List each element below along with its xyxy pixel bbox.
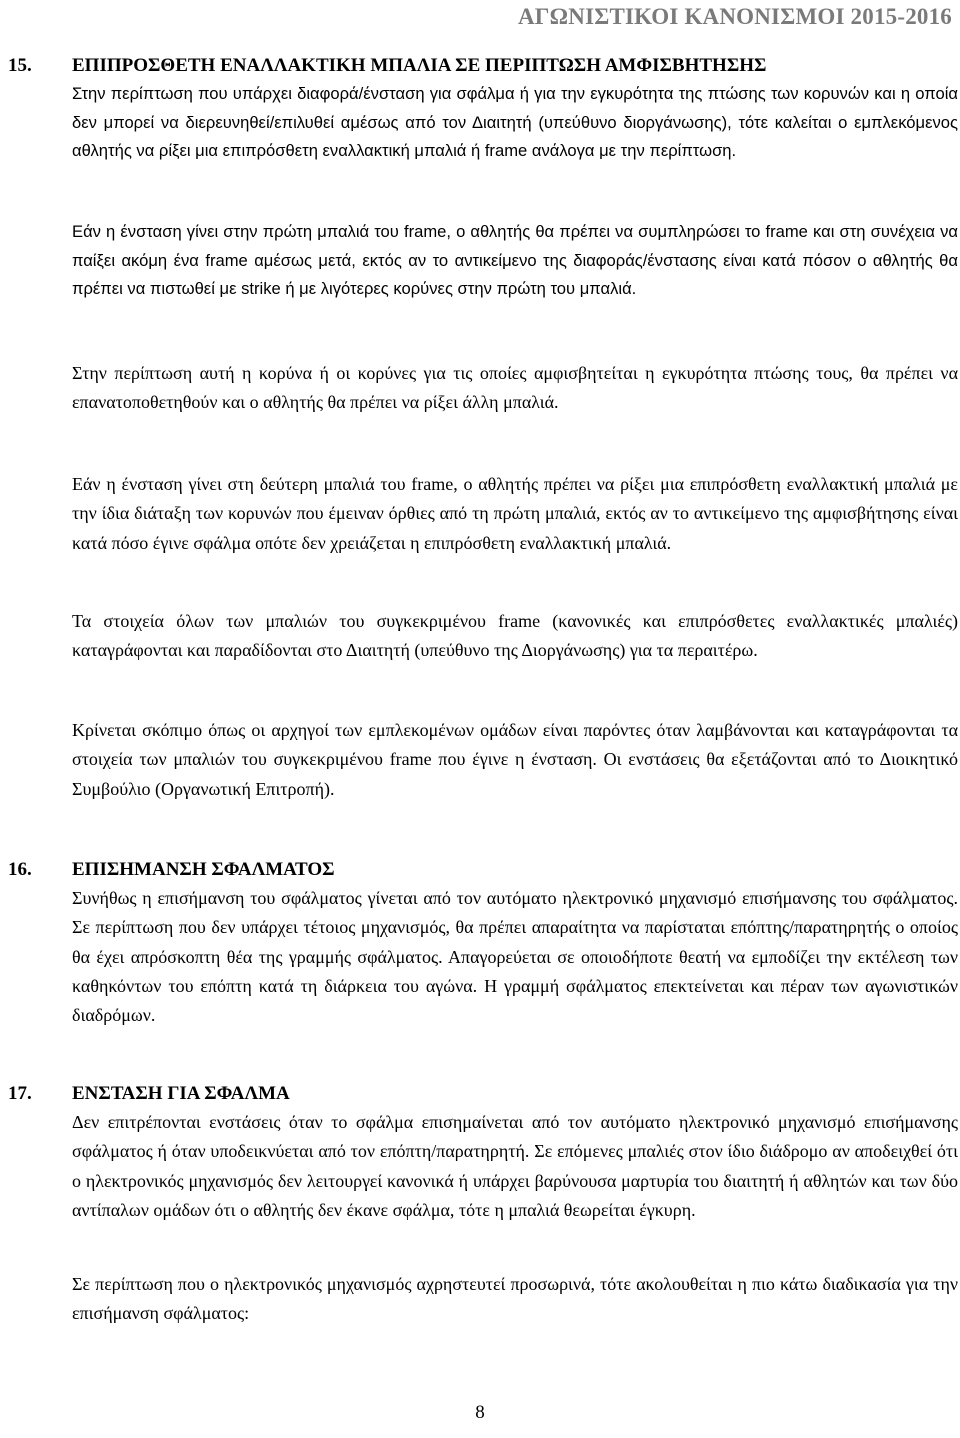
section-heading xyxy=(8,1079,958,1108)
section-15 xyxy=(8,51,958,166)
paragraph: Στην περίπτωση που υπάρχει διαφορά/ένσταση για σφάλμα ή για την εγκυρότητα της πτώσης των κορυνών και η οποία δεν μπορεί να διερευνηθεί/επιλυθεί αμέσως από τον Διαιτητή (υπεύθυνο διοργάνωσης), τότε καλείται ο εμπλεκόμενος αθλητής να ρίξει μια επιπρόσθετη εναλλακτική μπαλιά ή frame ανάλογα με την περίπτωση. xyxy=(72,84,958,160)
section-17 xyxy=(8,1079,958,1225)
running-header: ΑΓΩΝΙΣΤΙΚΟΙ ΚΑΝΟΝΙΣΜΟΙ 2015-2016 xyxy=(518,4,952,29)
section-number: 16. xyxy=(8,859,32,880)
section-15-paragraph-3 xyxy=(8,359,958,418)
section-15-paragraph-4 xyxy=(8,470,958,558)
section-title: ΕΝΣΤΑΣΗ ΓΙΑ ΣΦΑΛΜΑ xyxy=(72,1083,290,1104)
paragraph: Τα στοιχεία όλων των μπαλιών του συγκεκριμένου frame (κανονικές και επιπρόσθετες εναλλακτικές μπαλιές) καταγράφονται και παραδίδονται στο Διαιτητή (υπεύθυνο της Διοργάνωσης) για τα περαιτέρω. xyxy=(72,611,958,661)
page-number: 8 xyxy=(475,1402,485,1423)
section-heading xyxy=(8,855,958,884)
paragraph: Στην περίπτωση αυτή η κορύνα ή οι κορύνες για τις οποίες αμφισβητείται η εγκυρότητα πτώσης τους, θα πρέπει να επανατοποθετηθούν και ο αθλητής θα πρέπει να ρίξει άλλη μπαλιά. xyxy=(72,363,958,413)
paragraph: Εάν η ένσταση γίνει στην πρώτη μπαλιά του frame, ο αθλητής θα πρέπει να συμπληρώσει το frame και στη συνέχεια να παίξει ακόμη ένα frame αμέσως μετά, εκτός αν το αντικείμενο της διαφοράς/ένστασης είναι κατά πόσον ο αθλητής θα πρέπει να πιστωθεί με strike ή με λιγότερες κορύνες στην πρώτη του μπαλιά. xyxy=(72,222,958,298)
section-15-paragraph-6 xyxy=(8,716,958,804)
section-17-paragraph-2 xyxy=(8,1270,958,1329)
section-15-paragraph-5 xyxy=(8,607,958,666)
section-number: 15. xyxy=(8,55,32,76)
section-heading xyxy=(8,51,958,80)
paragraph: Εάν η ένσταση γίνει στη δεύτερη μπαλιά του frame, ο αθλητής πρέπει να ρίξει μια επιπρόσθετη εναλλακτική μπαλιά με την ίδια διάταξη των κορυνών που έμειναν όρθιες από τη πρώτη μπαλιά, εκτός αν το αντικείμενο της αμφισβήτησης είναι κατά πόσο έγινε σφάλμα οπότε δεν χρειάζεται η επιπρόσθετη εναλλακτική μπαλιά. xyxy=(72,474,958,553)
paragraph: Σε περίπτωση που ο ηλεκτρονικός μηχανισμός αχρηστευτεί προσωρινά, τότε ακολουθείται η πιο κάτω διαδικασία για την επισήμανση σφάλματος: xyxy=(72,1274,958,1324)
section-number: 17. xyxy=(8,1083,32,1104)
section-title: ΕΠΙΣΗΜΑΝΣΗ ΣΦΑΛΜΑΤΟΣ xyxy=(72,859,335,880)
section-title: ΕΠΙΠΡΟΣΘΕΤΗ ΕΝΑΛΛΑΚΤΙΚΗ ΜΠΑΛΙΑ ΣΕ ΠΕΡΙΠΤΩΣΗ ΑΜΦΙΣΒΗΤΗΣΗΣ xyxy=(72,55,767,76)
paragraph: Δεν επιτρέπονται ενστάσεις όταν το σφάλμα επισημαίνεται από τον αυτόματο ηλεκτρονικό μηχανισμό επισήμανσης σφάλματος ή όταν υποδεικνύεται από τον επόπτη/παρατηρητή. Σε επόμενες μπαλιές στον ίδιο διάδρομο αν αποδειχθεί ότι ο ηλεκτρονικός μηχανισμός δεν λειτουργεί κανονικά ή υπάρχει βαρύνουσα μαρτυρία του διαιτητή ή αθλητών και των δύο αντίπαλων ομάδων ότι ο αθλητής δεν έκανε σφάλμα, τότε η μπαλιά θεωρείται έγκυρη. xyxy=(72,1112,958,1220)
section-16 xyxy=(8,855,958,1030)
paragraph: Συνήθως η επισήμανση του σφάλματος γίνεται από τον αυτόματο ηλεκτρονικό μηχανισμό επισήμανσης του σφάλματος. Σε περίπτωση που δεν υπάρχει τέτοιος μηχανισμός, θα πρέπει απαραίτητα να παρίσταται επόπτης/παρατηρητής ο οποίος θα έχει απρόσκοπτη θέα της γραμμής σφάλματος. Απαγορεύεται σε οποιοδήποτε θεατή να εμποδίζει την εκτέλεση των καθηκόντων του επόπτη κατά τη διάρκεια του αγώνα. Η γραμμή σφάλματος επεκτείνεται και πέραν των αγωνιστικών διαδρόμων. xyxy=(72,888,958,1026)
paragraph: Κρίνεται σκόπιμο όπως οι αρχηγοί των εμπλεκομένων ομάδων είναι παρόντες όταν λαμβάνονται και καταγράφονται τα στοιχεία των μπαλιών του συγκεκριμένου frame που έγινε η ένσταση. Οι ενστάσεις θα εξετάζονται από το Διοικητικό Συμβούλιο (Οργανωτική Επιτροπή). xyxy=(72,720,958,799)
section-15-paragraph-2 xyxy=(8,218,958,304)
